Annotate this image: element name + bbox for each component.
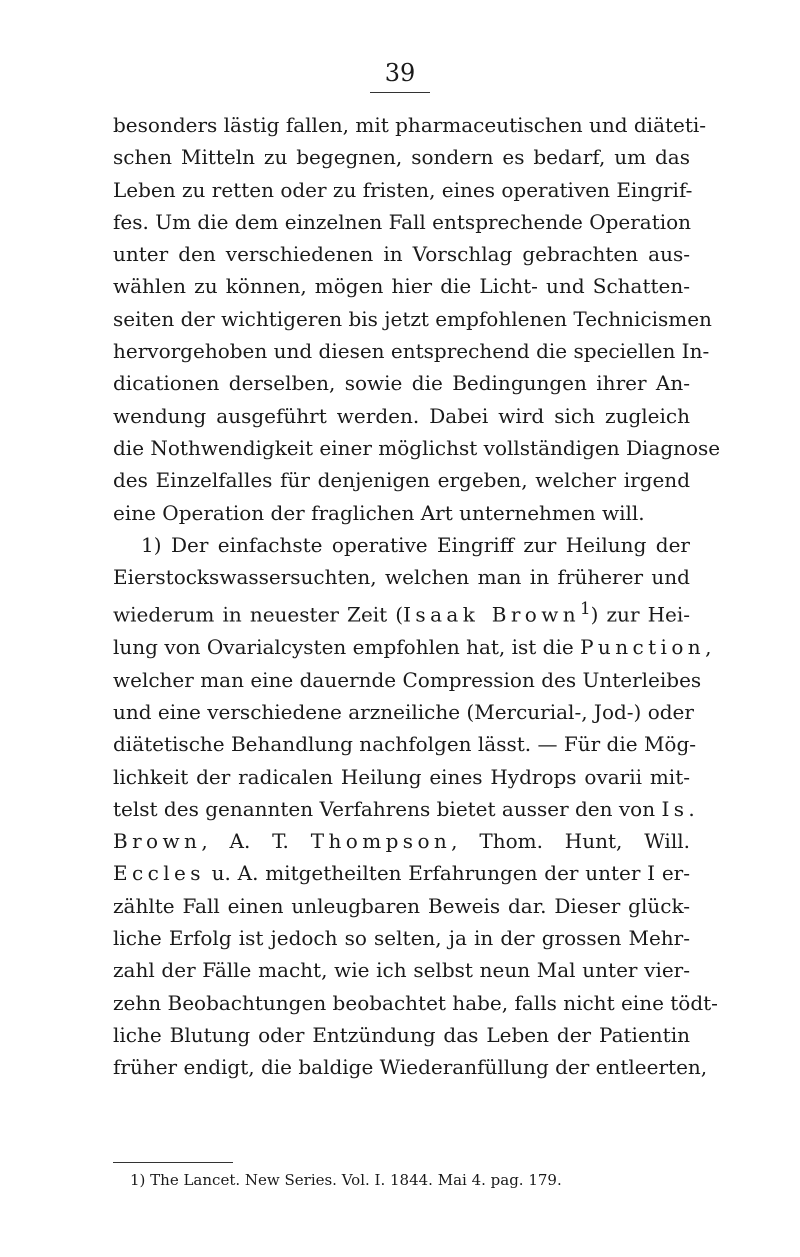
- text-line: 1) Der einfachste operative Eingriff zur Heilung der: [141, 532, 690, 557]
- text-line: fes. Um die dem einzelnen Fall entsprechende Operation: [113, 209, 692, 234]
- text-line: lichkeit der radicalen Heilung eines Hydrops ovarii mit-: [113, 764, 690, 789]
- author-name: Thompson: [310, 829, 452, 854]
- text-fragment: wiederum in neuester Zeit (: [113, 603, 404, 628]
- text-line: [113, 857, 690, 889]
- author-name: Brown: [113, 829, 202, 854]
- page-number-rule: [370, 92, 430, 93]
- text-line: Leben zu retten oder zu fristen, eines operativen Eingrif-: [113, 177, 693, 202]
- text-line: eine Operation der fraglichen Art unternehmen will.: [113, 500, 645, 525]
- text-line: [113, 631, 712, 663]
- body-text: [113, 109, 721, 1084]
- page-number: 39: [384, 59, 416, 87]
- author-name: Eccles: [113, 861, 205, 886]
- text-line: zählte Fall einen unleugbaren Beweis dar. Dieser glück-: [113, 893, 690, 918]
- text-fragment: , A. T.: [201, 829, 311, 854]
- text-fragment: lung von Ovarialcysten empfohlen hat, ist die: [113, 635, 581, 660]
- text-line: unter den verschiedenen in Vorschlag gebrachten aus-: [113, 242, 690, 267]
- text-line: liche Erfolg ist jedoch so selten, ja in der grossen Mehr-: [113, 926, 690, 951]
- footnote-rule: [113, 1162, 233, 1163]
- footnote-marker: 1: [580, 599, 591, 619]
- text-line: zahl der Fälle macht, wie ich selbst neun Mal unter vier-: [113, 958, 690, 983]
- text-line: die Nothwendigkeit einer möglichst vollständigen Diagnose: [113, 435, 721, 460]
- text-line: besonders lästig fallen, mit pharmaceutischen und diäteti-: [113, 113, 707, 137]
- author-name: Isaak Brown: [403, 603, 581, 628]
- text-line: [113, 793, 700, 825]
- text-line: des Einzelfalles für denjenigen ergeben, welcher irgend: [113, 468, 690, 493]
- text-line: liche Blutung oder Entzündung das Leben der Patientin: [113, 1022, 690, 1047]
- text-fragment: ,: [705, 635, 712, 660]
- author-name: Is.: [661, 796, 700, 821]
- text-fragment: , Thom. Hunt, Will.: [451, 829, 690, 854]
- emphasized-term: Punction: [580, 635, 706, 660]
- text-line: dicationen derselben, sowie die Bedingungen ihrer An-: [113, 371, 690, 396]
- footnote: 1) The Lancet. New Series. Vol. I. 1844. Mai 4. pag. 179.: [130, 1171, 562, 1189]
- text-line: wählen zu können, mögen hier die Licht- und Schatten-: [113, 274, 690, 299]
- text-line: und eine verschiedene arzneiliche (Mercurial-, Jod-) oder: [113, 700, 694, 724]
- text-line: hervorgehoben und diesen entsprechend die speciellen In-: [113, 339, 710, 364]
- text-line: seiten der wichtigeren bis jetzt empfohlenen Technicismen: [113, 306, 712, 331]
- text-fragment: ) zur Hei-: [590, 603, 691, 628]
- text-line: diätetische Behandlung nachfolgen lässt. — Für die Mög-: [113, 732, 697, 757]
- paragraph-2: [113, 529, 718, 1084]
- text-line: [113, 825, 690, 857]
- text-line: früher endigt, die baldige Wiederanfüllung der entleerten,: [113, 1055, 708, 1080]
- text-line: [113, 593, 690, 631]
- text-fragment: telst des genannten Verfahrens bietet ausser den von: [113, 796, 662, 821]
- text-line: Eierstockswassersuchten, welchen man in früherer und: [113, 565, 690, 590]
- text-line: schen Mitteln zu begegnen, sondern es bedarf, um das: [113, 145, 690, 170]
- text-line: welcher man eine dauernde Compression des Unterleibes: [113, 667, 702, 692]
- text-line: wendung ausgeführt werden. Dabei wird sich zugleich: [113, 403, 690, 428]
- text-fragment: u. A. mitgetheilten Erfahrungen der unter I er-: [204, 861, 690, 886]
- paragraph-1: [113, 109, 721, 529]
- text-line: zehn Beobachtungen beobachtet habe, falls nicht eine tödt-: [113, 990, 718, 1015]
